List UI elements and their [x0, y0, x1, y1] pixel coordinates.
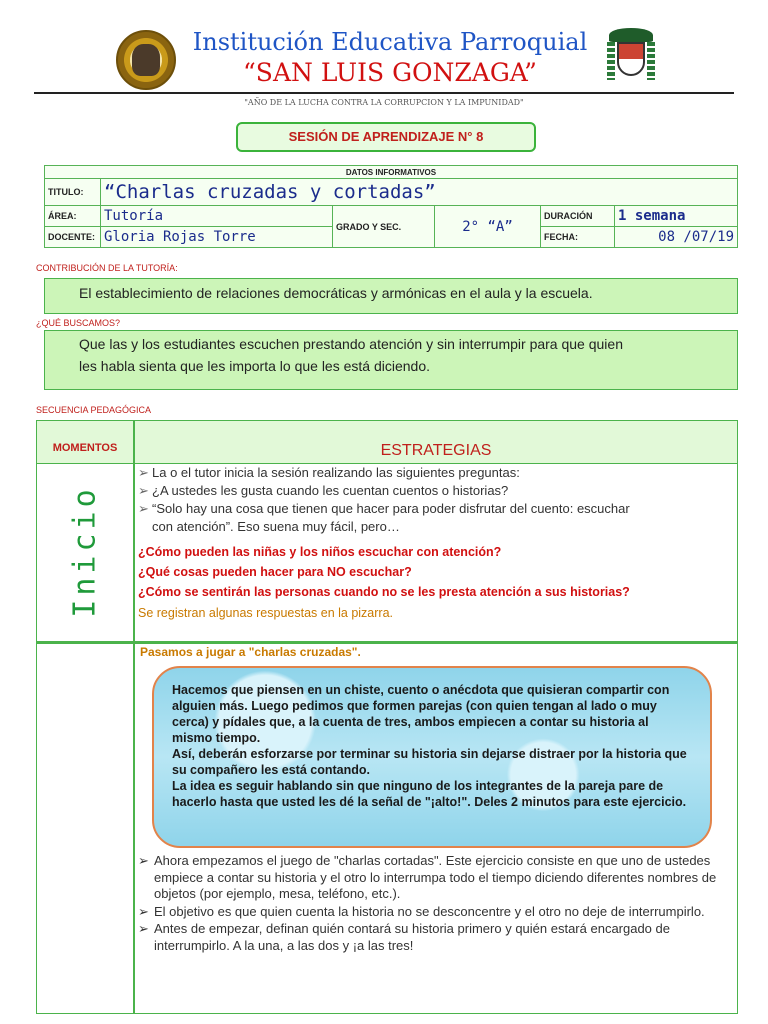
buscamos-box — [44, 330, 738, 390]
momentos-header: MOMENTOS — [36, 420, 134, 464]
inicio-list — [138, 464, 734, 536]
datos-informativos-table — [44, 165, 738, 248]
buscamos-line-2: les habla sienta que les importa lo que les está diciendo. — [79, 358, 430, 374]
arrow-bullet-icon: ➢ — [138, 483, 149, 498]
list-item: ➢ La o el tutor inicia la sesión realizando las siguientes preguntas: — [138, 465, 520, 480]
area-value: Tutoría — [101, 206, 333, 227]
institution-name: Institución Educativa Parroquial — [192, 28, 588, 56]
grado-value: 2° “A” — [435, 206, 541, 248]
area-label: ÁREA: — [45, 206, 101, 227]
list-item: ➢ ¿A ustedes les gusta cuando les cuentan cuentos o historias? — [138, 483, 509, 498]
docente-label: DOCENTE: — [45, 227, 101, 248]
arrow-bullet-icon: ➢ — [138, 465, 149, 480]
grado-label: GRADO Y SEC. — [333, 206, 435, 248]
question-2: ¿Qué cosas pueden hacer para NO escuchar? — [138, 565, 412, 579]
titulo-value: “Charlas cruzadas y cortadas” — [101, 179, 738, 206]
buscamos-line-1: Que las y los estudiantes escuchen prestando atención y sin interrumpir para que quien — [79, 336, 623, 352]
list-item: ➢ El objetivo es que quien cuenta la historia no se desconcentre y el otro no deje de interrumpirlo. — [138, 903, 705, 919]
school-name: “SAN LUIS GONZAGA” — [243, 58, 537, 87]
inicio-label: Inicio — [67, 484, 103, 618]
question-3: ¿Cómo se sentirán las personas cuando no se les presta atención a sus historias? — [138, 585, 630, 599]
docente-value: Gloria Rojas Torre — [101, 227, 333, 248]
list-item: ➢ “Solo hay una cosa que tienen que hacer para poder disfrutar del cuento: escuchar — [138, 501, 630, 516]
callout-paragraph-3: La idea es seguir hablando sin que ninguno de los integrantes de la pareja pare de hacerlo hasta que usted les dé la señal de "¡alto!". Deles 2 minutos para este ejercicio. — [172, 779, 687, 809]
juego-title: Pasamos a jugar a "charlas cruzadas". — [140, 645, 361, 659]
list-item: ➢ Ahora empezamos el juego de "charlas cortadas". Este ejercicio consiste en que uno de ustedes empiece a contar su historia y el otro lo interrumpa todo el tiempo diciendo diferentes nombres de objetos (por ejemplo, mesa, teléfono, etc.). — [138, 853, 717, 901]
buscamos-label: ¿QUÉ BUSCAMOS? — [36, 318, 121, 328]
instructions-callout — [152, 666, 712, 848]
estrategias-header: ESTRATEGIAS — [134, 420, 738, 464]
arrow-bullet-icon: ➢ — [138, 903, 149, 919]
duracion-value: 1 semana — [615, 206, 738, 227]
fecha-value: 08 /07/19 — [615, 227, 738, 248]
desarrollo-list — [136, 853, 718, 955]
duracion-label: DURACIÓN — [541, 206, 615, 227]
callout-paragraph-2: Así, deberán esforzarse por terminar su historia sin dejarse distraer por la historia que su compañero les está contando. — [172, 747, 687, 777]
list-item: con atención”. Eso suena muy fácil, pero… — [152, 519, 400, 534]
list-item: ➢ Antes de empezar, definan quién contará su historia primero y quién estará encargado de interrumpirlo. A la una, a las dos y ¡a las tres! — [138, 921, 670, 953]
contribucion-label: CONTRIBUCIÓN DE LA TUTORÍA: — [36, 263, 178, 273]
year-motto: "AÑO DE LA LUCHA CONTRA LA CORRUPCION Y LA IMPUNIDAD" — [244, 98, 524, 107]
fecha-label: FECHA: — [541, 227, 615, 248]
titulo-label: TITULO: — [45, 179, 101, 206]
datos-heading: DATOS INFORMATIVOS — [45, 166, 738, 179]
bishop-coat-of-arms — [605, 28, 657, 84]
arrow-bullet-icon: ➢ — [138, 501, 149, 516]
question-list — [138, 542, 734, 602]
session-title: SESIÓN DE APRENDIZAJE N° 8 — [236, 122, 536, 152]
desarrollo-cell — [36, 642, 134, 1014]
callout-paragraph-1: Hacemos que piensen en un chiste, cuento o anécdota que quisieran compartir con alguien más. Luego pedimos que formen parejas (con quien tengan al lado o muy cerca) y pídales que, a la cuenta de tres, ambos empiecen a contar su historia al mismo tiempo. — [172, 683, 670, 745]
contribucion-box — [44, 278, 738, 314]
arrow-bullet-icon: ➢ — [138, 921, 149, 936]
header-divider — [34, 92, 734, 94]
question-1: ¿Cómo pueden las niñas y los niños escuchar con atención? — [138, 545, 502, 559]
arrow-bullet-icon: ➢ — [138, 853, 149, 868]
contribucion-text: El establecimiento de relaciones democráticas y armónicas en el aula y la escuela. — [79, 285, 593, 301]
registro-text: Se registran algunas respuestas en la pizarra. — [138, 606, 394, 620]
secuencia-label: SECUENCIA PEDAGÓGICA — [36, 405, 152, 415]
